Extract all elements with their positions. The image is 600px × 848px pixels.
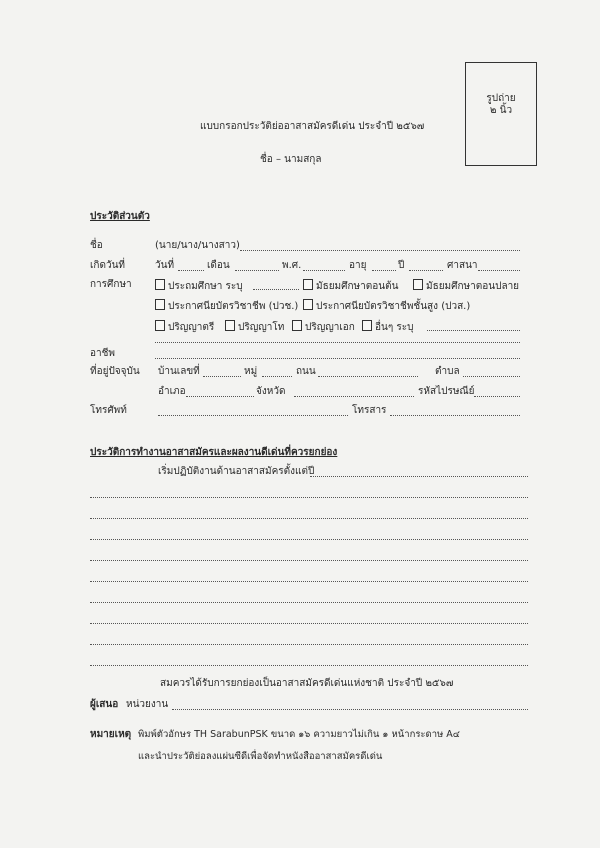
name-prefix: (นาย/นาง/นางสาว) (155, 240, 240, 251)
checkbox-primary[interactable] (155, 279, 165, 290)
note-line-2: และนำประวัติย่อลงแผ่นซีดีเพื่อจัดทำหนังสืออาสาสมัครดีเด่น (138, 751, 383, 762)
postcode-field[interactable] (474, 396, 520, 397)
proposer-label: ผู้เสนอ (90, 699, 119, 710)
occupation-label: อาชีพ (90, 348, 115, 359)
edu-master-text: ปริญญาโท (238, 322, 285, 333)
education-label: การศึกษา (90, 279, 132, 290)
proposer-unit-field[interactable] (172, 709, 528, 710)
edu-option-voc-cert[interactable] (155, 299, 298, 313)
edu-option-other[interactable] (362, 320, 413, 334)
history-heading: ประวัติการทำงานอาสาสมัครและผลงานดีเด่นที่ควรยกย่อง (90, 447, 338, 458)
edu-doctorate-text: ปริญญาเอก (305, 322, 355, 333)
history-line-1[interactable] (90, 497, 528, 498)
history-line-9[interactable] (90, 665, 528, 666)
edu-upper-secondary-text: มัธยมศึกษาตอนปลาย (426, 281, 520, 292)
postcode-label: รหัสไปรษณีย์ (418, 386, 475, 397)
road-label: ถนน (296, 366, 316, 377)
address-label: ที่อยู่ปัจจุบัน (90, 366, 140, 377)
history-line-2[interactable] (90, 518, 528, 519)
photo-label-line2: ๒ นิ้ว (489, 105, 513, 116)
history-line-6[interactable] (90, 602, 528, 603)
edu-option-high-voc[interactable] (303, 299, 470, 313)
religion-field[interactable] (478, 270, 520, 271)
month-field[interactable] (235, 270, 279, 271)
nomination-text: สมควรได้รับการยกย่องเป็นอาสาสมัครดีเด่นแห่งชาติ ประจำปี ๒๕๖๗ (160, 678, 454, 689)
history-line-7[interactable] (90, 623, 528, 624)
year-label: พ.ศ. (282, 260, 302, 271)
form-title: แบบกรอกประวัติย่ออาสาสมัครดีเด่น ประจำปี ๒๕๖๗ (200, 121, 425, 132)
edu-other-text: อื่นๆ ระบุ (375, 322, 414, 333)
edu-lower-secondary-text: มัธยมศึกษาตอนต้น (316, 281, 399, 292)
province-field[interactable] (294, 396, 414, 397)
birth-label: เกิดวันที่ (90, 260, 126, 271)
road-field[interactable] (318, 376, 418, 377)
occupation-field[interactable] (155, 358, 520, 359)
edu-primary-text: ประถมศึกษา ระบุ (168, 281, 243, 292)
edu-option-bachelor[interactable] (155, 320, 214, 334)
day-field[interactable] (178, 270, 204, 271)
phone-label: โทรศัพท์ (90, 405, 127, 416)
district-label: อำเภอ (158, 386, 186, 397)
age-unit-field[interactable] (409, 270, 443, 271)
history-start-label: เริ่มปฏิบัติงานด้านอาสาสมัครตั้งแต่ปี (158, 466, 315, 477)
district-field[interactable] (186, 396, 254, 397)
edu-other-field[interactable] (427, 330, 520, 331)
edu-option-primary[interactable] (155, 279, 243, 293)
edu-high-voc-text: ประกาศนียบัตรวิชาชีพชั้นสูง (ปวส.) (316, 301, 471, 312)
edu-extra-line[interactable] (155, 342, 520, 343)
phone-field[interactable] (158, 415, 348, 416)
checkbox-voc-cert[interactable] (155, 299, 165, 310)
moo-field[interactable] (262, 376, 292, 377)
edu-option-master[interactable] (225, 320, 284, 334)
checkbox-doctorate[interactable] (292, 320, 302, 331)
edu-primary-field[interactable] (253, 289, 299, 290)
day-label: วันที่ (155, 260, 175, 271)
religion-label: ศาสนา (447, 260, 478, 271)
history-line-4[interactable] (90, 560, 528, 561)
checkbox-bachelor[interactable] (155, 320, 165, 331)
checkbox-lower-secondary[interactable] (303, 279, 313, 290)
edu-voc-cert-text: ประกาศนียบัตรวิชาชีพ (ปวช.) (168, 301, 299, 312)
fax-field[interactable] (390, 415, 520, 416)
name-label: ชื่อ (90, 240, 103, 251)
unit-label: หน่วยงาน (126, 699, 169, 710)
checkbox-other[interactable] (362, 320, 372, 331)
checkbox-upper-secondary[interactable] (413, 279, 423, 290)
edu-option-lower-secondary[interactable] (303, 279, 398, 293)
house-no-field[interactable] (203, 376, 241, 377)
history-line-5[interactable] (90, 581, 528, 582)
age-field[interactable] (372, 270, 396, 271)
edu-bachelor-text: ปริญญาตรี (168, 322, 215, 333)
photo-label-line1: รูปถ่าย (486, 93, 516, 104)
history-line-3[interactable] (90, 539, 528, 540)
edu-option-doctorate[interactable] (292, 320, 355, 334)
history-start-field[interactable] (310, 476, 528, 477)
name-field[interactable] (240, 250, 520, 251)
note-line-1: พิมพ์ตัวอักษร TH SarabunPSK ขนาด ๑๖ ความยาวไม่เกิน ๑ หน้ากระดาษ A๔ (138, 729, 460, 740)
subdistrict-field[interactable] (463, 376, 520, 377)
history-line-8[interactable] (90, 644, 528, 645)
form-subtitle: ชื่อ – นามสกุล (260, 154, 322, 165)
subdistrict-label: ตำบล (435, 366, 460, 377)
moo-label: หมู่ (244, 366, 258, 377)
house-no-label: บ้านเลขที่ (158, 366, 200, 377)
age-label: อายุ (349, 260, 367, 271)
note-label: หมายเหตุ (90, 729, 132, 740)
province-label: จังหวัด (256, 386, 286, 397)
photo-box (465, 62, 537, 166)
checkbox-high-voc[interactable] (303, 299, 313, 310)
personal-heading: ประวัติส่วนตัว (90, 211, 150, 222)
checkbox-master[interactable] (225, 320, 235, 331)
edu-option-upper-secondary[interactable] (413, 279, 519, 293)
age-unit: ปี (398, 260, 405, 271)
fax-label: โทรสาร (352, 405, 387, 416)
month-label: เดือน (207, 260, 230, 271)
year-field[interactable] (303, 270, 345, 271)
